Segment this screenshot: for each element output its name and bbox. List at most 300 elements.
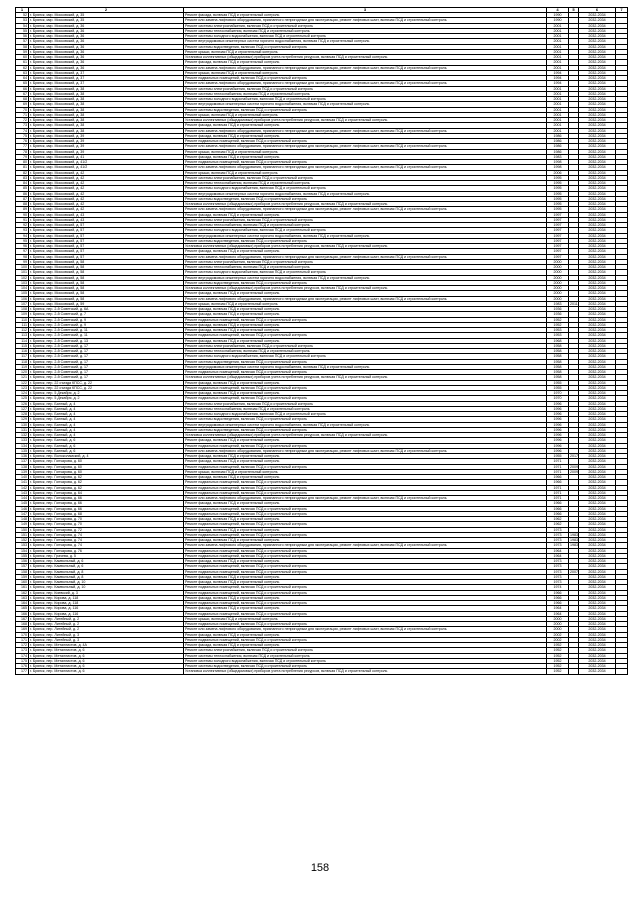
work-type-cell: Установка коллективных (общедомовых) приборов учета потребления ресурсов, включая ПСД и строительный контроль: [184, 244, 547, 249]
address-cell: г. Брянск, мкр. Московский, д. 38: [29, 97, 184, 102]
row-number: 146: [16, 506, 29, 511]
build-year-cell: 1953: [547, 333, 569, 338]
address-cell: г. Брянск, пер. Банный, д. 4: [29, 406, 184, 411]
build-year-cell: 1971: [547, 464, 569, 469]
address-cell: г. Брянск, мкр. Московский, д. 57: [29, 244, 184, 249]
work-type-cell: Ремонт системы холодного водоснабжения, включая ПСД и строительный контроль: [184, 34, 547, 39]
row-number: 82: [16, 170, 29, 175]
work-type-cell: Ремонт системы водоотведения, включая ПСД и строительный контроль: [184, 417, 547, 422]
address-cell: г. Брянск, пер. Гончарова, д. 70: [29, 517, 184, 522]
period-cell: 2032-2034: [579, 611, 616, 616]
work-type-cell: Ремонт фасада, включая ПСД и строительный контроль: [184, 517, 547, 522]
row-number: 148: [16, 517, 29, 522]
row-number: 162: [16, 590, 29, 595]
period-cell: 2032-2034: [579, 653, 616, 658]
build-year-cell: 1968: [547, 338, 569, 343]
work-type-cell: Ремонт внутридомовых инженерных систем горячего водоснабжения, включая ПСД и строительный контроль: [184, 191, 547, 196]
period-cell: 2032-2034: [579, 490, 616, 495]
period-cell: 2032-2034: [579, 144, 616, 149]
address-cell: г. Брянск, пер. Банный, д. 4: [29, 417, 184, 422]
period-cell: 2032-2034: [579, 244, 616, 249]
row-number: 81: [16, 165, 29, 170]
row-number: 136: [16, 454, 29, 459]
work-type-cell: Ремонт фасада, включая ПСД и строительный контроль: [184, 133, 547, 138]
address-cell: г. Брянск, пер. 2-й Советский, д. 17: [29, 354, 184, 359]
address-cell: г. Брянск, пер. Гончарова, д. 62: [29, 485, 184, 490]
period-cell: 2032-2034: [579, 601, 616, 606]
address-cell: г. Брянск, пер. Гончарова, д. 74: [29, 538, 184, 543]
build-year-cell: 1966: [547, 475, 569, 480]
work-type-cell: Ремонт крыши, включая ПСД и строительный контроль: [184, 301, 547, 306]
address-cell: г. Брянск, пер. Банный, д. 6: [29, 438, 184, 443]
build-year-cell: 2000: [547, 296, 569, 301]
row-number: 149: [16, 522, 29, 527]
address-cell: г. Брянск, пер. Гончарова, д. 66: [29, 501, 184, 506]
work-type-cell: Ремонт подвальных помещений, включая ПСД и строительный контроль: [184, 532, 547, 537]
work-type-cell: Ремонт системы холодного водоснабжения, включая ПСД и строительный контроль: [184, 270, 547, 275]
address-cell: г. Брянск, пер. Металлистов, д. 6: [29, 648, 184, 653]
build-year-cell: 1995: [547, 207, 569, 212]
work-type-cell: Ремонт подвальных помещений, включая ПСД и строительный контроль: [184, 585, 547, 590]
work-type-cell: Ремонт или замена лифтового оборудования, признанного непригодным для эксплуатации, ремонт лифтовых шахт, включая ПСД и строительный контроль: [184, 254, 547, 259]
column-number: 7: [616, 8, 628, 13]
period-cell: 2032-2034: [579, 317, 616, 322]
column-number: 3: [184, 8, 547, 13]
period-cell: 2032-2034: [579, 627, 616, 632]
build-year-cell: 1996: [547, 427, 569, 432]
address-cell: г. Брянск, мкр. Московский, д. 39: [29, 133, 184, 138]
work-type-cell: Ремонт подвальных помещений, включая ПСД и строительный контроль: [184, 480, 547, 485]
address-cell: г. Брянск, мкр. Московский, д. 36: [29, 39, 184, 44]
period-cell: 2032-2034: [579, 259, 616, 264]
address-cell: г. Брянск, пер. Гончарова, д. 74: [29, 532, 184, 537]
period-cell: 2032-2034: [579, 574, 616, 579]
row-number: 167: [16, 616, 29, 621]
work-type-cell: Ремонт системы теплоснабжения, включая ПСД и строительный контроль: [184, 223, 547, 228]
row-number: 102: [16, 275, 29, 280]
column-number: 6: [579, 8, 616, 13]
period-cell: 2032-2034: [579, 438, 616, 443]
row-number: 163: [16, 595, 29, 600]
row-number: 108: [16, 307, 29, 312]
address-cell: г. Брянск, пер. Гончарова, д. 68: [29, 511, 184, 516]
build-year-cell: 2001: [547, 128, 569, 133]
row-number: 54: [16, 23, 29, 28]
row-number: 115: [16, 343, 29, 348]
build-year-cell: 2000: [547, 291, 569, 296]
work-type-cell: Ремонт или замена лифтового оборудования, признанного непригодным для эксплуатации, ремонт лифтовых шахт, включая ПСД и строительный контроль: [184, 207, 547, 212]
work-type-cell: Ремонт крыши, включая ПСД и строительный контроль: [184, 616, 547, 621]
build-year-cell: 1955: [547, 380, 569, 385]
period-cell: 2032-2034: [579, 454, 616, 459]
work-type-cell: Ремонт системы электроснабжения, включая ПСД и строительный контроль: [184, 401, 547, 406]
period-cell: 2032-2034: [579, 422, 616, 427]
period-cell: 2032-2034: [579, 118, 616, 123]
build-year-cell: 1966: [547, 590, 569, 595]
period-cell: 2032-2034: [579, 123, 616, 128]
period-cell: 2032-2034: [579, 191, 616, 196]
work-type-cell: Ремонт системы электроснабжения, включая ПСД и строительный контроль: [184, 343, 547, 348]
address-cell: г. Брянск, мкр. Московский, д. 39: [29, 144, 184, 149]
build-year-cell: 1997: [547, 228, 569, 233]
period-cell: 2032-2034: [579, 391, 616, 396]
period-cell: 2032-2034: [579, 522, 616, 527]
work-type-cell: Ремонт фасада, включая ПСД и строительный контроль: [184, 312, 547, 317]
row-number: 88: [16, 202, 29, 207]
address-cell: г. Брянск, пер. Гончарова, д. 60: [29, 459, 184, 464]
table-body: [16, 13, 628, 675]
period-cell: 2032-2034: [579, 249, 616, 254]
address-cell: г. Брянск, мкр. Московский, д. 38: [29, 86, 184, 91]
period-cell: 2032-2034: [579, 548, 616, 553]
build-year-cell: 1971: [547, 485, 569, 490]
build-year-cell: 2000: [547, 280, 569, 285]
address-cell: г. Брянск, пер. Литейный, д. 2: [29, 616, 184, 621]
address-cell: г. Брянск, мкр. Московский, д. 58: [29, 286, 184, 291]
work-type-cell: Ремонт фасада, включая ПСД и строительный контроль: [184, 459, 547, 464]
build-year-cell: 1936: [547, 312, 569, 317]
address-cell: г. Брянск, пер. Кирова, д. 116: [29, 611, 184, 616]
row-number: 133: [16, 438, 29, 443]
work-type-cell: Ремонт подвальных помещений, включая ПСД и строительный контроль: [184, 464, 547, 469]
period-cell: 2032-2034: [579, 359, 616, 364]
repair-year-cell: 1983: [570, 543, 578, 548]
build-year-cell: 1995: [547, 202, 569, 207]
period-cell: 2032-2034: [579, 643, 616, 648]
address-cell: г. Брянск, мкр. Московский, д. 42: [29, 196, 184, 201]
build-year-cell: 2001: [547, 112, 569, 117]
period-cell: 2032-2034: [579, 464, 616, 469]
build-year-cell: 1955: [547, 385, 569, 390]
address-cell: г. Брянск, пер. Грачева, д. 5: [29, 553, 184, 558]
row-number: 161: [16, 585, 29, 590]
work-type-cell: Ремонт подвальных помещений, включая ПСД и строительный контроль: [184, 601, 547, 606]
period-cell: 2032-2034: [579, 511, 616, 516]
work-type-cell: Ремонт подвальных помещений, включая ПСД и строительный контроль: [184, 443, 547, 448]
address-cell: г. Брянск, мкр. Московский, д. 57: [29, 233, 184, 238]
period-cell: 2032-2034: [579, 149, 616, 154]
address-cell: г. Брянск, мкр. Московский, д. 38: [29, 123, 184, 128]
work-type-cell: Ремонт фасада, включая ПСД и строительный контроль: [184, 580, 547, 585]
work-type-cell: Ремонт внутридомовых инженерных систем горячего водоснабжения, включая ПСД и строительный контроль: [184, 275, 547, 280]
build-year-cell: 1997: [547, 217, 569, 222]
address-cell: г. Брянск, пер. Гончарова, д. 62: [29, 480, 184, 485]
row-number: 86: [16, 191, 29, 196]
row-number: 104: [16, 286, 29, 291]
work-type-cell: Ремонт фасада, включая ПСД и строительный контроль: [184, 475, 547, 480]
period-cell: 2032-2034: [579, 233, 616, 238]
address-cell: г. Брянск, пер. Металлистов, д. 6: [29, 658, 184, 663]
work-type-cell: Ремонт подвальных помещений, включая ПСД и строительный контроль: [184, 506, 547, 511]
page-number: 158: [310, 862, 330, 874]
build-year-cell: 2000: [547, 286, 569, 291]
build-year-cell: 1962: [547, 522, 569, 527]
period-cell: 2032-2034: [579, 296, 616, 301]
address-cell: г. Брянск, пер. 2-й Советский, д. 17: [29, 364, 184, 369]
address-cell: г. Брянск, пер. Камвольный, д. 10: [29, 580, 184, 585]
row-number: 85: [16, 186, 29, 191]
period-cell: 2032-2034: [579, 427, 616, 432]
period-cell: 2032-2034: [579, 275, 616, 280]
address-cell: г. Брянск, пер. 2-й Советский, д. 6А: [29, 307, 184, 312]
period-cell: 2032-2034: [579, 91, 616, 96]
row-number: 117: [16, 354, 29, 359]
address-cell: г. Брянск, пер. Волоколамский, д. 4: [29, 454, 184, 459]
address-cell: г. Брянск, пер. 2-й Советский, д. 17: [29, 375, 184, 380]
period-cell: 2032-2034: [579, 217, 616, 222]
address-cell: г. Брянск, пер. Гончарова, д. 74: [29, 543, 184, 548]
row-number: 156: [16, 559, 29, 564]
row-number: 101: [16, 270, 29, 275]
work-type-cell: Ремонт системы теплоснабжения, включая ПСД и строительный контроль: [184, 181, 547, 186]
row-number: 95: [16, 238, 29, 243]
work-type-cell: Ремонт подвальных помещений, включая ПСД и строительный контроль: [184, 622, 547, 627]
build-year-cell: 1964: [547, 553, 569, 558]
build-year-cell: 2000: [547, 627, 569, 632]
period-cell: 2032-2034: [579, 333, 616, 338]
row-number: 89: [16, 207, 29, 212]
address-cell: г. Брянск, пер. Банный, д. 4: [29, 401, 184, 406]
period-cell: 2032-2034: [579, 506, 616, 511]
address-cell: г. Брянск, пер. Банный, д. 6: [29, 448, 184, 453]
build-year-cell: 2001: [547, 91, 569, 96]
address-cell: г. Брянск, пер. 2-й Советский, д. 17: [29, 343, 184, 348]
address-cell: г. Брянск, пер. Литейный, д. 3: [29, 632, 184, 637]
build-year-cell: 2000: [547, 275, 569, 280]
period-cell: 2032-2034: [579, 207, 616, 212]
build-year-cell: 1958: [547, 354, 569, 359]
work-type-cell: Ремонт системы теплоснабжения, включая ПСД и строительный контроль: [184, 653, 547, 658]
build-year-cell: 2001: [547, 60, 569, 65]
row-number: 92: [16, 223, 29, 228]
work-type-cell: Ремонт крыши, включая ПСД и строительный контроль: [184, 170, 547, 175]
build-year-cell: 2001: [547, 39, 569, 44]
work-type-cell: Ремонт подвальных помещений, включая ПСД и строительный контроль: [184, 569, 547, 574]
build-year-cell: 1955: [547, 454, 569, 459]
period-cell: 2032-2034: [579, 196, 616, 201]
build-year-cell: 2006: [547, 170, 569, 175]
work-type-cell: Ремонт подвальных помещений, включая ПСД и строительный контроль: [184, 490, 547, 495]
build-year-cell: 2001: [547, 44, 569, 49]
build-year-cell: 1997: [547, 244, 569, 249]
row-number: 176: [16, 664, 29, 669]
build-year-cell: 1966: [547, 595, 569, 600]
work-type-cell: Ремонт подвальных помещений, включая ПСД и строительный контроль: [184, 522, 547, 527]
address-cell: г. Брянск, пер. 2-й Советский, д. 11: [29, 328, 184, 333]
build-year-cell: 2001: [547, 118, 569, 123]
work-type-cell: Ремонт фасада, включая ПСД и строительный контроль: [184, 291, 547, 296]
address-cell: г. Брянск, мкр. Московский, д. 42: [29, 207, 184, 212]
address-cell: г. Брянск, мкр. Московский, д. 39: [29, 149, 184, 154]
row-number: 109: [16, 312, 29, 317]
work-type-cell: Ремонт системы холодного водоснабжения, включая ПСД и строительный контроль: [184, 186, 547, 191]
period-cell: 2032-2034: [579, 28, 616, 33]
work-type-cell: Ремонт фасада, включая ПСД и строительный контроль: [184, 606, 547, 611]
period-cell: 2032-2034: [579, 412, 616, 417]
period-cell: 2032-2034: [579, 658, 616, 663]
work-type-cell: Ремонт системы электроснабжения, включая ПСД и строительный контроль: [184, 86, 547, 91]
address-cell: г. Брянск, пер. Кирова, д. 116: [29, 606, 184, 611]
build-year-cell: 1997: [547, 238, 569, 243]
period-cell: 2032-2034: [579, 538, 616, 543]
build-year-cell: 1958: [547, 370, 569, 375]
period-cell: 2032-2034: [579, 112, 616, 117]
work-type-cell: Ремонт внутридомовых инженерных систем горячего водоснабжения, включая ПСД и строительный контроль: [184, 233, 547, 238]
period-cell: 2032-2034: [579, 139, 616, 144]
row-number: 90: [16, 212, 29, 217]
period-cell: 2032-2034: [579, 385, 616, 390]
period-cell: 2032-2034: [579, 286, 616, 291]
work-type-cell: Ремонт подвальных помещений, включая ПСД и строительный контроль: [184, 160, 547, 165]
period-cell: 2032-2034: [579, 595, 616, 600]
period-cell: 2032-2034: [579, 328, 616, 333]
address-cell: г. Брянск, мкр. Московский, д. 43: [29, 217, 184, 222]
work-type-cell: Ремонт или замена лифтового оборудования, признанного непригодным для эксплуатации, ремонт лифтовых шахт, включая ПСД и строительный контроль: [184, 144, 547, 149]
row-number: 53: [16, 18, 29, 23]
address-cell: г. Брянск, пер. 2-й Советский, д. 7: [29, 312, 184, 317]
row-number: 171: [16, 637, 29, 642]
work-type-cell: Ремонт системы теплоснабжения, включая ПСД и строительный контроль: [184, 349, 547, 354]
row-number: 119: [16, 364, 29, 369]
row-number: 126: [16, 401, 29, 406]
build-year-cell: 1971: [547, 459, 569, 464]
build-year-cell: 1971: [547, 496, 569, 501]
period-cell: 2032-2034: [579, 632, 616, 637]
row-number: 94: [16, 233, 29, 238]
period-cell: 2032-2034: [579, 223, 616, 228]
address-cell: г. Брянск, мкр. Московский, д. 41/2: [29, 165, 184, 170]
period-cell: 2032-2034: [579, 501, 616, 506]
build-year-cell: 1952: [547, 648, 569, 653]
build-year-cell: 1996: [547, 401, 569, 406]
row-number: 129: [16, 417, 29, 422]
address-cell: г. Брянск, мкр. Московский, д. 38: [29, 107, 184, 112]
row-number: 106: [16, 296, 29, 301]
row-number: 132: [16, 433, 29, 438]
work-type-cell: Установка коллективных (общедомовых) приборов учета потребления ресурсов, включая ПСД и строительный контроль: [184, 669, 547, 674]
work-type-cell: Ремонт системы электроснабжения, включая ПСД и строительный контроль: [184, 217, 547, 222]
period-cell: 2032-2034: [579, 154, 616, 159]
period-cell: 2032-2034: [579, 212, 616, 217]
build-year-cell: 1973: [547, 532, 569, 537]
period-cell: 2032-2034: [579, 34, 616, 39]
work-type-cell: Ремонт системы водоотведения, включая ПСД и строительный контроль: [184, 238, 547, 243]
address-cell: г. Брянск, пер. Металлистов, д. 6: [29, 664, 184, 669]
work-type-cell: Ремонт фасада, включая ПСД и строительный контроль: [184, 391, 547, 396]
address-cell: г. Брянск, пер. 5 Декабря, д. 2: [29, 396, 184, 401]
build-year-cell: 1964: [547, 548, 569, 553]
address-cell: г. Брянск, мкр. Московский, д. 57: [29, 238, 184, 243]
row-number: 169: [16, 627, 29, 632]
row-number: 64: [16, 76, 29, 81]
row-number: 61: [16, 60, 29, 65]
row-number: 144: [16, 496, 29, 501]
build-year-cell: 1997: [547, 212, 569, 217]
address-cell: г. Брянск, мкр. Московский, д. 37: [29, 76, 184, 81]
build-year-cell: 1983: [547, 154, 569, 159]
row-number: 105: [16, 291, 29, 296]
row-number: 76: [16, 139, 29, 144]
work-type-cell: Ремонт подвальных помещений, включая ПСД и строительный контроль: [184, 317, 547, 322]
build-year-cell: 2001: [547, 107, 569, 112]
build-year-cell: 1958: [547, 364, 569, 369]
row-number: 160: [16, 580, 29, 585]
period-cell: 2032-2034: [579, 301, 616, 306]
address-cell: г. Брянск, пер. 22 съезда КПСС, д. 22: [29, 380, 184, 385]
address-cell: г. Брянск, мкр. Московский, д. 36: [29, 65, 184, 70]
work-type-cell: Ремонт фасада, включая ПСД и строительный контроль: [184, 643, 547, 648]
repair-year-cell: 2017: [570, 454, 578, 458]
build-year-cell: 1990: [547, 13, 569, 18]
address-cell: г. Брянск, мкр. Московский, д. 42: [29, 202, 184, 207]
period-cell: 2032-2034: [579, 23, 616, 28]
row-number: 143: [16, 490, 29, 495]
row-number: 111: [16, 322, 29, 327]
period-cell: 2032-2034: [579, 312, 616, 317]
work-type-cell: Ремонт системы водоотведения, включая ПСД и строительный контроль: [184, 44, 547, 49]
row-number: 151: [16, 532, 29, 537]
build-year-cell: 1953: [547, 328, 569, 333]
period-cell: 2032-2034: [579, 70, 616, 75]
work-type-cell: Ремонт подвальных помещений, включая ПСД и строительный контроль: [184, 564, 547, 569]
period-cell: 2032-2034: [579, 459, 616, 464]
row-number: 113: [16, 333, 29, 338]
work-type-cell: Ремонт внутридомовых инженерных систем горячего водоснабжения, включая ПСД и строительный контроль: [184, 364, 547, 369]
row-number: 155: [16, 553, 29, 558]
row-number: 154: [16, 548, 29, 553]
period-cell: 2032-2034: [579, 202, 616, 207]
address-cell: г. Брянск, мкр. Московский, д. 38: [29, 112, 184, 117]
address-cell: г. Брянск, пер. Камвольный, д. 10: [29, 585, 184, 590]
period-cell: 2032-2034: [579, 291, 616, 296]
period-cell: 2032-2034: [579, 543, 616, 548]
row-number: 84: [16, 181, 29, 186]
row-number: 121: [16, 375, 29, 380]
work-type-cell: Ремонт фасада, включая ПСД и строительный контроль: [184, 60, 547, 65]
address-cell: г. Брянск, мкр. Московский, д. 42: [29, 175, 184, 180]
row-number: 80: [16, 160, 29, 165]
work-type-cell: Ремонт системы теплоснабжения, включая ПСД и строительный контроль: [184, 28, 547, 33]
build-year-cell: 1997: [547, 249, 569, 254]
row-number: 93: [16, 228, 29, 233]
work-type-cell: Ремонт системы водоотведения, включая ПСД и строительный контроль: [184, 359, 547, 364]
row-number: 99: [16, 259, 29, 264]
period-cell: 2032-2034: [579, 128, 616, 133]
row-number: 67: [16, 91, 29, 96]
work-type-cell: Ремонт или замена лифтового оборудования, признанного непригодным для эксплуатации, ремонт лифтовых шахт, включая ПСД и строительный контроль: [184, 448, 547, 453]
period-cell: 2032-2034: [579, 370, 616, 375]
build-year-cell: 1998: [547, 160, 569, 165]
work-type-cell: Установка коллективных (общедомовых) приборов учета потребления ресурсов, включая ПСД и строительный контроль: [184, 202, 547, 207]
period-cell: 2032-2034: [579, 580, 616, 585]
period-cell: 2032-2034: [579, 338, 616, 343]
period-cell: 2032-2034: [579, 343, 616, 348]
address-cell: г. Брянск, пер. Гончарова, д. 60: [29, 464, 184, 469]
row-number: 164: [16, 601, 29, 606]
row-number: 63: [16, 70, 29, 75]
row-number: 116: [16, 349, 29, 354]
address-cell: г. Брянск, пер. Гончарова, д. 66: [29, 506, 184, 511]
period-cell: 2032-2034: [579, 18, 616, 23]
row-number: 122: [16, 380, 29, 385]
work-type-cell: Ремонт фасада, включая ПСД и строительный контроль: [184, 13, 547, 18]
work-type-cell: Ремонт крыши, включая ПСД и строительный контроль: [184, 49, 547, 54]
row-number: 124: [16, 391, 29, 396]
build-year-cell: 1997: [547, 233, 569, 238]
work-type-cell: Ремонт фасада, включая ПСД и строительный контроль: [184, 454, 547, 459]
build-year-cell: 1966: [547, 511, 569, 516]
row-number: 123: [16, 385, 29, 390]
